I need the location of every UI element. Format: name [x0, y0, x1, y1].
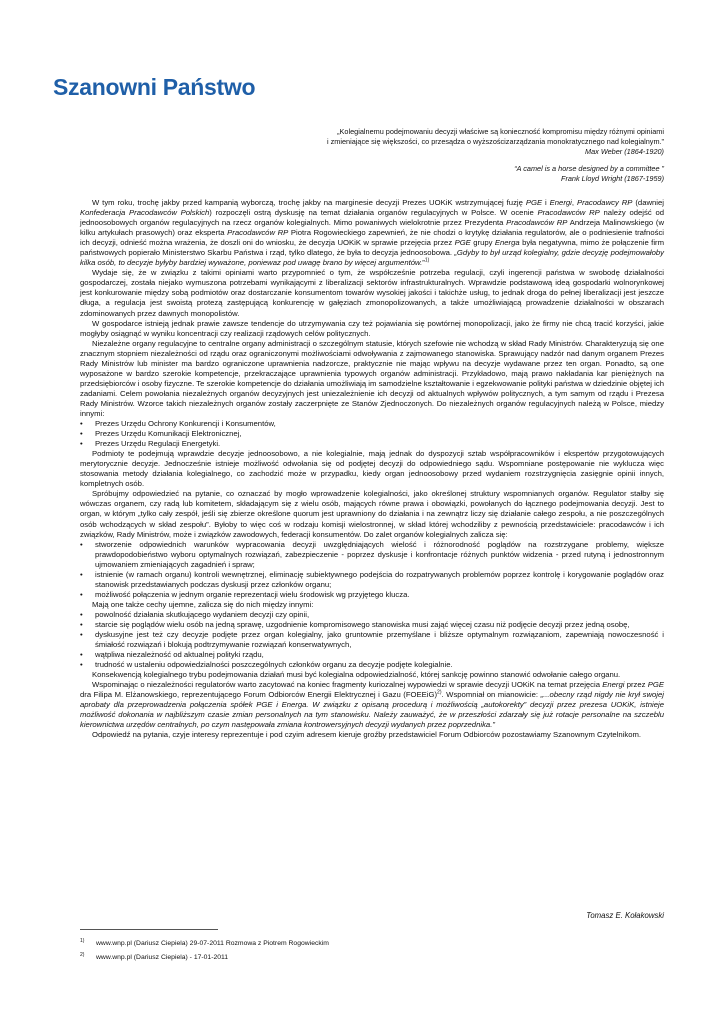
list-item: • stworzenie odpowiednich warunków wypracowania decyzji uwzględniających wielość i różnorodność poglądów na rozstrzygane problemy, większe prawdopodobieństwo wyboru optymalnych rozwiązań, zabezpieczenie - poprzez dyskusje i konfrontacje różnych punktów widzenia - przed rutyną i jednostronnym ujmowaniem zmieniających zagadnień i spraw;	[80, 540, 664, 570]
paragraph: Niezależne organy regulacyjne to centralne organy administracji o szczególnym statusie, których szefowie nie wchodzą w skład Rady Ministrów. Charakteryzują się one znacznym stopniem niezależności od rządu oraz ograniczonymi możliwościami odwoływania z zajmowanego stanowiska. Sprawujący nadzór nad danym organem Prezes Rady Ministrów lub minister ma bardzo ograniczone uprawnienia nadzorcze, praktycznie nie mając wpływu na decyzje wydawane przez ten organ. Ponadto, są one wyposażone w bardzo szerokie kompetencje, przekraczające uprawnienia typowych organów administracji. Przykładowo, mają prawo nakładania kar pieniężnych na przedsiębiorców i osoby fizyczne. Te szerokie kompetencje do działania umożliwiają im samodzielne kształtowanie i egzekwowanie polityki państwa w dziedzinie objętej ich zadaniami. Celem powołania niezależnych organów decyzyjnych jest uniezależnienie ich decyzji od aktualnych wpływów politycznych, a tym samym od rządu i Prezesa Rady Ministrów. Wzorce takich niezależnych organów zostały zaczerpnięte ze Stanów Zjednoczonych. Do niezależnych organów regulacyjnych należą w Polsce, miedzy innymi:	[80, 338, 664, 418]
list-item: • Prezes Urzędu Regulacji Energetyki.	[80, 439, 664, 449]
footnote-number: 1)	[80, 938, 85, 944]
paragraph: Mają one także cechy ujemne, zalicza się do nich między innymi:	[92, 599, 314, 609]
epigraphs	[240, 127, 664, 184]
epigraph-author: Max Weber (1864-1920)	[585, 147, 664, 156]
bullet-list-regulators	[80, 419, 664, 449]
list-item: • istnienie (w ramach organu) kontroli wewnętrznej, eliminację subiektywnego podejścia do rozpatrywanych problemów poprzez kontrolę i korygowanie poglądów oraz stanowisk przedstawianych podczas dyskusji przez członków organu;	[80, 570, 664, 590]
footnote-ref: 1)	[424, 257, 430, 264]
epigraph-line: “A camel is a horse designed by a committee ”	[514, 164, 664, 173]
epigraph-author: Frank Lloyd Wright (1867-1959)	[560, 174, 664, 183]
paragraph: Spróbujmy odpowiedzieć na pytanie, co oznaczać by mogło wprowadzenie kolegialności, jako określonej struktury wspomnianych organów. Regulator stałby się wówczas organem, czy radą lub komitetem, składającym się z wielu osób, mających równe prawa i obowiązki, powołanych do łącznego podejmowania decyzji. Jest to organ, w którym „tylko cały zespół, jeśli się zbierze określone quorum jest uprawniony do działania i na zewnątrz liczy się działanie całego zespołu, a nie poszczególnych osób wchodzących w skład zespołu”. Byłoby to więc coś w rodzaju komisji wielostronnej, w skład której wchodziliby z pewnością przedstawiciele: pracodawców i ich związków, Rady Ministrów, może i związków zawodowych, federacji konsumentów. Do zalet organów kolegialnych zalicza się:	[80, 489, 664, 539]
footnote-text: www.wnp.pl (Dariusz Ciepiela) 29-07-2011 Rozmowa z Piotrem Rogowieckim	[96, 940, 329, 947]
list-item: • powolność działania skutkującego wydaniem decyzji czy opinii,	[80, 610, 664, 620]
signature: Tomasz E. Kołakowski	[586, 911, 664, 920]
footnote-text: www.wnp.pl (Dariusz Ciepiela) - 17-01-2011	[96, 954, 229, 961]
footnote-number: 2)	[80, 952, 85, 958]
footnotes	[80, 937, 664, 965]
paragraph: Podmioty te podejmują wprawdzie decyzje jednoosobowo, a nie kolegialnie, mają jednak do dyspozycji sztab współpracowników i ekspertów przygotowujących merytorycznie decyzje. Jednocześnie istnieje możliwość odwołania się od podjętej decyzji do odpowiedniego sądu. Wspomniane postępowanie nie wyklucza więc stosowania metody działania kolegialnego, co zachodzić może w przypadku, kiedy organ jednoosobowy przed wydaniem rozstrzygnięcia zasięgnie opinii innych, kompletnych osób.	[80, 449, 664, 489]
footnote	[80, 937, 664, 951]
epigraph-line: „Kolegialnemu podejmowaniu decyzji właściwe są konieczność kompromisu między różnymi opiniami	[337, 127, 664, 136]
paragraph: Odpowiedź na pytania, czyje interesy reprezentuje i pod czyim adresem kieruje groźby przedstawiciel Forum Odbiorców pozostawiamy Szanownym Czytelnikom.	[92, 730, 642, 740]
footnote-divider	[80, 929, 218, 930]
bullet-list-advantages	[80, 540, 664, 600]
footnote	[80, 951, 664, 965]
list-item: • wątpliwa niezależność od aktualnej polityki rządu,	[80, 650, 664, 660]
list-item: • starcie się poglądów wielu osób na jedną sprawę, uzgodnienie kompromisowego stanowiska musi zająć więcej czasu niż podjęcie decyzji przez jedną osobę,	[80, 620, 664, 630]
paragraph: W tym roku, trochę jakby przed kampanią wyborczą, trochę jakby na marginesie decyzji Prezes UOKiK wstrzymującej fuzję PGE i Energi, Pracodawcy RP (dawniej Konfederacja Pracodawców Polskich) rozpoczęli ostrą dyskusję na temat działania organów regulacyjnych w Polsce. W ocenie Pracodawców RP należy odejść od jednoosobowych organów regulacyjnych na rzecz organów kolegialnych. Mimo powaniwych wielokrotnie przez Prezydenta Pracodawców RP Andrzeja Malinowskiego (w kilku artykułach prasowych) oraz eksperta Pracodawców RP Piotra Rogowieckiego zapewnień, że nie chodzi o krytykę działania regulatorów, ale o podniesienie trafności ich decyzji, odnieść można wrażenia, że doszli oni do wniosku, że decyzja UOKiK w sprawie przejęcia przez PGE grupy Energa była negatywna, mimo że połączenie firm państwowych popierało Ministerstwo Skarbu Państwa i rząd, tylko dlatego, że była to decyzja jednoosobowa. „Gdyby to był urząd kolegialny, gdzie decyzję podejmowałoby kilka osób, to decyzje byłyby bardziej wyważone, poniewaz pod uwagę brano by więcej argumentów.”$^{1)}$	[80, 198, 665, 268]
footnote-ref: 2)	[437, 689, 442, 696]
list-item: • Prezes Urzędu Ochrony Konkurencji i Konsumentów,	[80, 419, 664, 429]
epigraph-line: i zmieniające się większości, co przesądza o wyższościzarządzania monokratycznego nad kolegialnym.”	[326, 137, 664, 146]
bullet-list-disadvantages	[80, 610, 664, 670]
paragraph: Konsekwencją kolegialnego trybu podejmowania działań musi być kolegialna odpowiedzialność, której sankcję powinno stanowić odwołanie całego organu.	[92, 670, 621, 680]
page-title: Szanowni Państwo	[53, 74, 256, 100]
paragraph: Wydaje się, że w związku z takimi opiniami warto przypomnieć o tym, że współcześnie potrzeba regulacji, czyli ingerencji państwa w swobodę działalności gospodarczej, została niejako wymuszona potrzebami wynikającymi z liberalizacji sektorów infrastrukturalnych. Wprawdzie podstawową ideą gospodarki wolnorynkowej jest konkurowanie między sobą podmiotów oraz dostarczanie konsumentom towarów wysokiej jakości i takichże usług, to jednak droga do pełnej liberalizacji jest jeszcze długa, a regulacja jest swoistą protezą zastępującą konkurencję w gałęziach zmonopolizowanych, a także umożliwiającą prowadzenie działalności w obszarach zdominowanych przez dawnych monopolistów.	[80, 268, 664, 318]
epigraph-wright	[240, 164, 664, 184]
list-item: • dyskusyjne jest też czy decyzje podjęte przez organ kolegialny, jako gruntownie przemyślane i bliższe optymalnym rozwiązaniom, zapewniają nowoczesność i śmiałość rozwiązań i blokują podtrzymywanie rozwiązań konserwatywnych,	[80, 630, 664, 650]
list-item: • trudność w ustaleniu odpowiedzialności poszczególnych członków organu za decyzje podjęte kolegialnie.	[80, 660, 664, 670]
article-body	[80, 198, 664, 741]
list-item: • możliwość połączenia w jednym organie reprezentacji wielu środowisk wg przyjętego klucza.	[80, 590, 664, 600]
paragraph: W gospodarce istnieją jednak prawie zawsze tendencje do utrzymywania czy też pojawiania się powtórnej monopolizacji, jako że firmy nie chcą tracić korzyści, jakie mogłyby osiągnąć w wyniku koncentracji czy realizacji rządowych celów politycznych.	[80, 318, 664, 338]
list-item: • Prezes Urzędu Komunikacji Elektronicznej,	[80, 429, 664, 439]
epigraph-weber	[240, 127, 664, 157]
paragraph: Wspominając o niezależności regulatorów warto zacytować na koniec fragmenty kuriozalnej wypowiedzi w sprawie decyzji UOKiK na temat przejęcia Energi przez PGE dra Filipa M. Elżanowskiego, reprezentującego Forum Odbiorców Energii Elektrycznej i Gazu (FOEEiG)$^{2)}$. Wspomniał on mianowicie: „...obecny rząd nigdy nie krył swojej aprobaty dla przeprowadzenia połączenia spółek PGE i Energa. W związku z opisaną procedurą i możliwością „autokorekty” decyzji przez prezesa UOKiK, istnieje możliwość dokonania w najbliższym czasie zmian personalnych na tym stanowisku. Należy zauważyć, że w przeszłości zdarzały się już rotacje personalne na szczeblu kierownictwa urzędów centralnych, po czym następowała zmiana kontrowersyjnych decyzji wydanych przez poprzednika.”	[80, 680, 665, 730]
